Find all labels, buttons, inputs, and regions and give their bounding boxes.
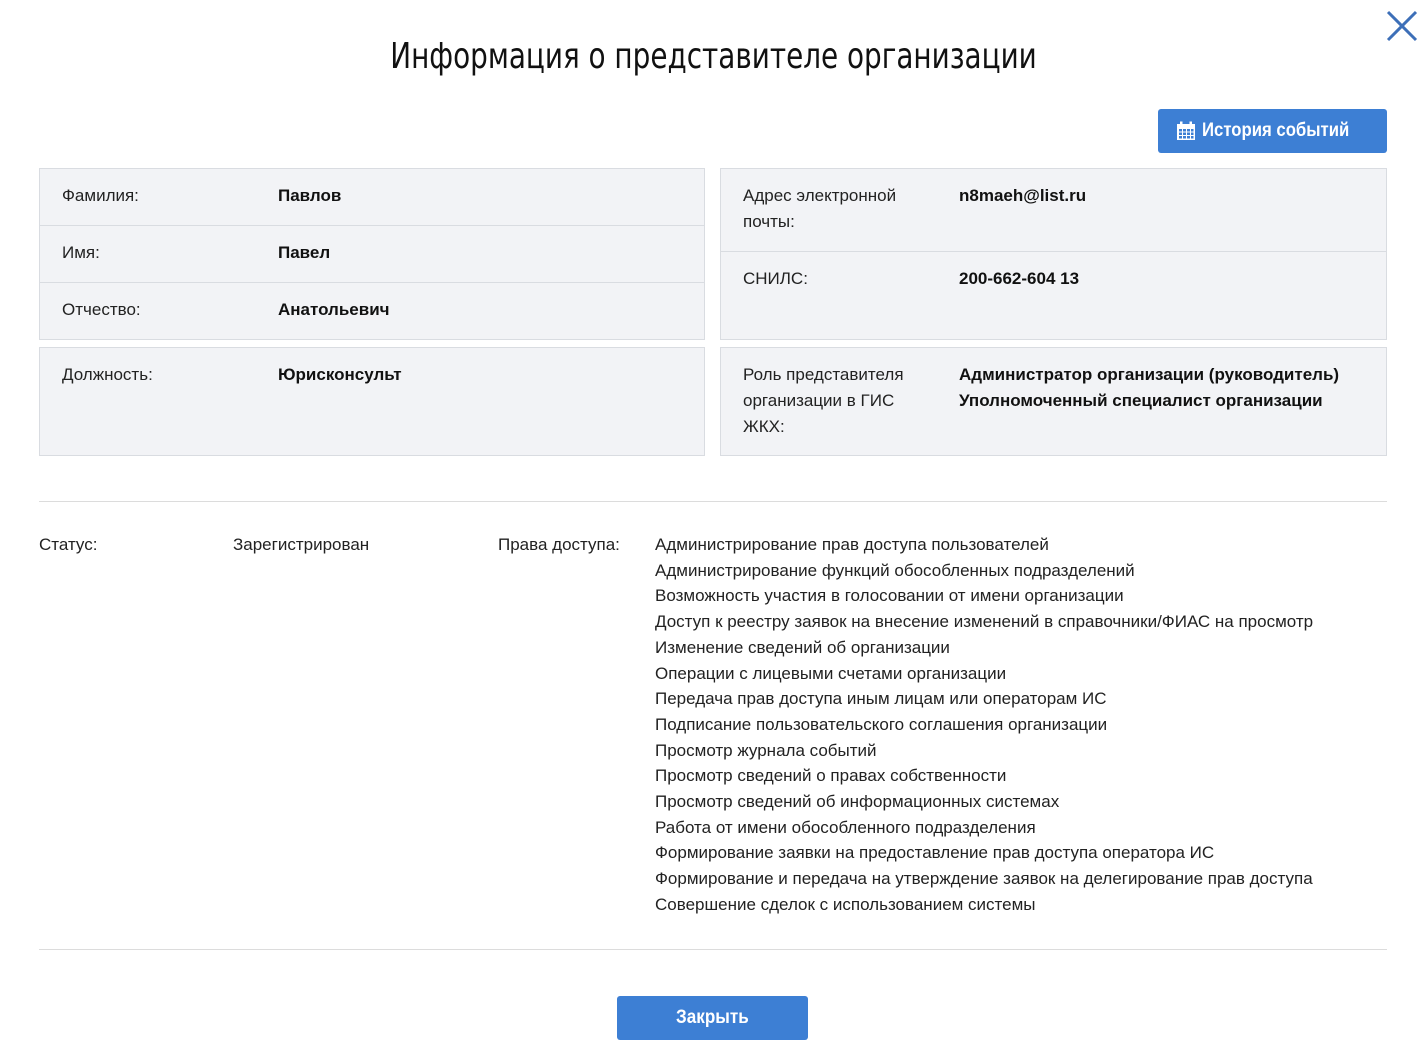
name-panel [39, 168, 705, 340]
access-right-item: Администрирование функций обособленных подразделений [655, 560, 1135, 580]
position-panel [39, 347, 705, 456]
access-right-item: Просмотр сведений об информационных системах [655, 792, 1060, 812]
divider [40, 282, 704, 283]
email-value: n8maeh@list.ru [959, 186, 1087, 205]
access-rights-list [655, 532, 1313, 918]
access-right-item: Администрирование прав доступа пользователей [655, 535, 1049, 554]
access-right-item: Формирование и передача на утверждение заявок на делегирование прав доступа [655, 869, 1313, 889]
first-name-value: Павел [278, 243, 331, 262]
close-button-label: Закрыть [676, 1007, 749, 1028]
history-button[interactable] [1158, 109, 1387, 153]
access-right-item: Доступ к реестру заявок на внесение изменений в справочники/ФИАС на просмотр [655, 612, 1314, 632]
access-right-item: Подписание пользовательского соглашения организации [655, 714, 1108, 734]
access-right-item: Просмотр журнала событий [655, 740, 877, 760]
last-name-value: Павлов [278, 186, 342, 205]
snils-label: СНИЛС: [743, 269, 808, 288]
separator-bottom [39, 949, 1387, 950]
close-button[interactable] [617, 996, 808, 1040]
divider [40, 225, 704, 226]
role-label: Роль представителя организации в ГИС ЖКХ: [743, 365, 904, 436]
role-value: Администратор организации (руководитель) [959, 365, 1340, 384]
access-right-item: Изменение сведений об организации [655, 637, 950, 657]
access-right-item: Просмотр сведений о правах собственности [655, 766, 1007, 786]
access-right-item: Возможность участия в голосовании от имени организации [655, 586, 1124, 606]
last-name-label: Фамилия: [62, 186, 139, 205]
dialog-title: Информация о представителе организации [390, 36, 1037, 77]
access-right-item: Операции с лицевыми счетами организации [655, 663, 1007, 683]
role-value: Уполномоченный специалист организации [959, 391, 1323, 410]
patronymic-label: Отчество: [62, 300, 141, 319]
first-name-label: Имя: [62, 243, 100, 262]
access-right-item: Совершение сделок с использованием системы [655, 894, 1036, 914]
status-value: Зарегистрирован [233, 535, 370, 554]
role-panel [720, 347, 1387, 456]
position-value: Юрисконсульт [278, 365, 402, 384]
access-right-item: Передача прав доступа иным лицам или операторам ИС [655, 689, 1107, 709]
role-values [959, 362, 1339, 414]
close-icon[interactable] [1382, 6, 1422, 46]
calendar-icon [1176, 121, 1196, 141]
access-right-item: Работа от имени обособленного подразделения [655, 817, 1036, 837]
history-button-label: История событий [1201, 120, 1350, 141]
position-label: Должность: [62, 365, 153, 384]
snils-value: 200-662-604 13 [959, 269, 1080, 288]
access-rights-label: Права доступа: [498, 535, 620, 554]
separator-top [39, 501, 1387, 502]
status-label: Статус: [39, 535, 98, 554]
email-label: Адрес электронной почты: [743, 186, 897, 231]
divider [721, 251, 1386, 252]
contacts-panel [720, 168, 1387, 340]
patronymic-value: Анатольевич [278, 300, 390, 319]
access-right-item: Формирование заявки на предоставление прав доступа оператора ИС [655, 843, 1215, 863]
